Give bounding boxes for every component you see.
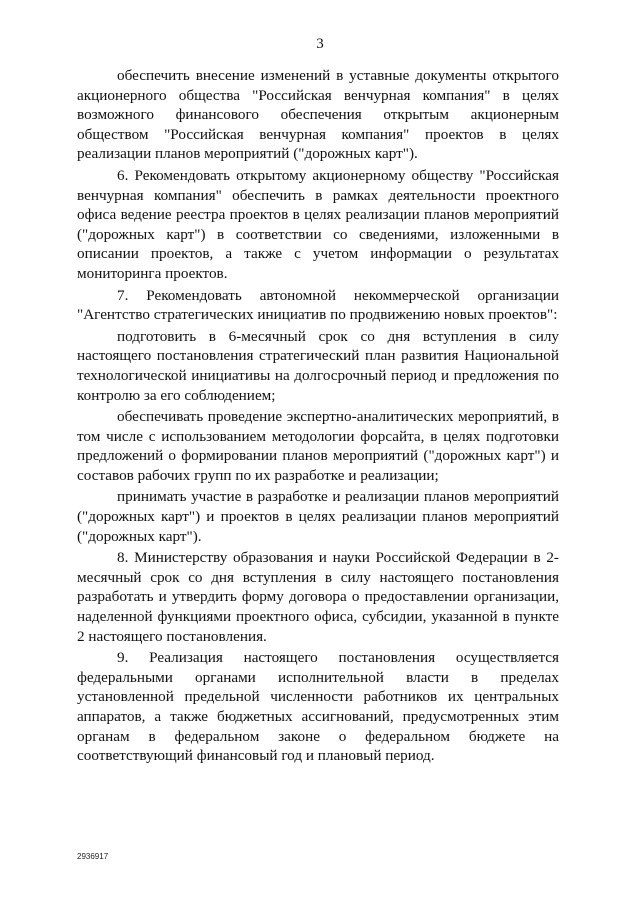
paragraph-item-7-expert-analysis: обеспечивать проведение экспертно-аналитических мероприятий, в том числе с использованием методологии форсайта, в целях подготовки предложений о формировании планов мероприятий ("дорожных карт") и составов рабочих групп по их разработке и реализации; [77,408,559,484]
paragraph-item-7-strategic-plan: подготовить в 6-месячный срок со дня вступления в силу настоящего постановления стратегический план развития Национальной технологической инициативы на долгосрочный период и предложения по контролю за его соблюдением; [77,327,559,404]
paragraph-item-7: 7. Рекомендовать автономной некоммерческой организации "Агентство стратегических инициатив по продвижению новых проектов": [77,286,559,324]
paragraph-item-8: 8. Министерству образования и науки Российской Федерации в 2-месячный срок со дня вступления в силу настоящего постановления разработать и утвердить форму договора о предоставлении организации, наделенной функциями проектного офиса, субсидии, указанной в пункте 2 настоящего постановления. [77,549,559,645]
paragraph-item-6: 6. Рекомендовать открытому акционерному обществу "Российская венчурная компания" обеспечить в рамках деятельности проектного офиса ведение реестра проектов в целях реализации планов мероприятий ("дорожных карт") в соответствии со сведениями, изложенными в описании проектов, а также с учетом информации о результатах мониторинга проектов. [77,166,559,282]
paragraph-item-7-participation: принимать участие в разработке и реализации планов мероприятий ("дорожных карт") и проектов в целях реализации планов мероприятий ("дорожных карт"). [77,488,559,545]
page-number: 3 [316,36,324,52]
paragraph-ordering-charter-changes: обеспечить внесение изменений в уставные документы открытого акционерного общества "Российская венчурная компания" в целях возможного финансового обеспечения открытым акционерным обществом "Российская венчурная компания" проектов в целях реализации планов мероприятий ("дорожных карт"). [77,67,559,163]
paragraph-item-9: 9. Реализация настоящего постановления осуществляется федеральными органами исполнительной власти в пределах установленной предельной численности работников их центральных аппаратов, а также бюджетных ассигнований, предусмотренных этим органам в федеральном законе о федеральном бюджете на соответствующий финансовый год и плановый период. [77,649,559,765]
document-body [77,66,559,768]
document-code: 2936917 [77,852,109,861]
